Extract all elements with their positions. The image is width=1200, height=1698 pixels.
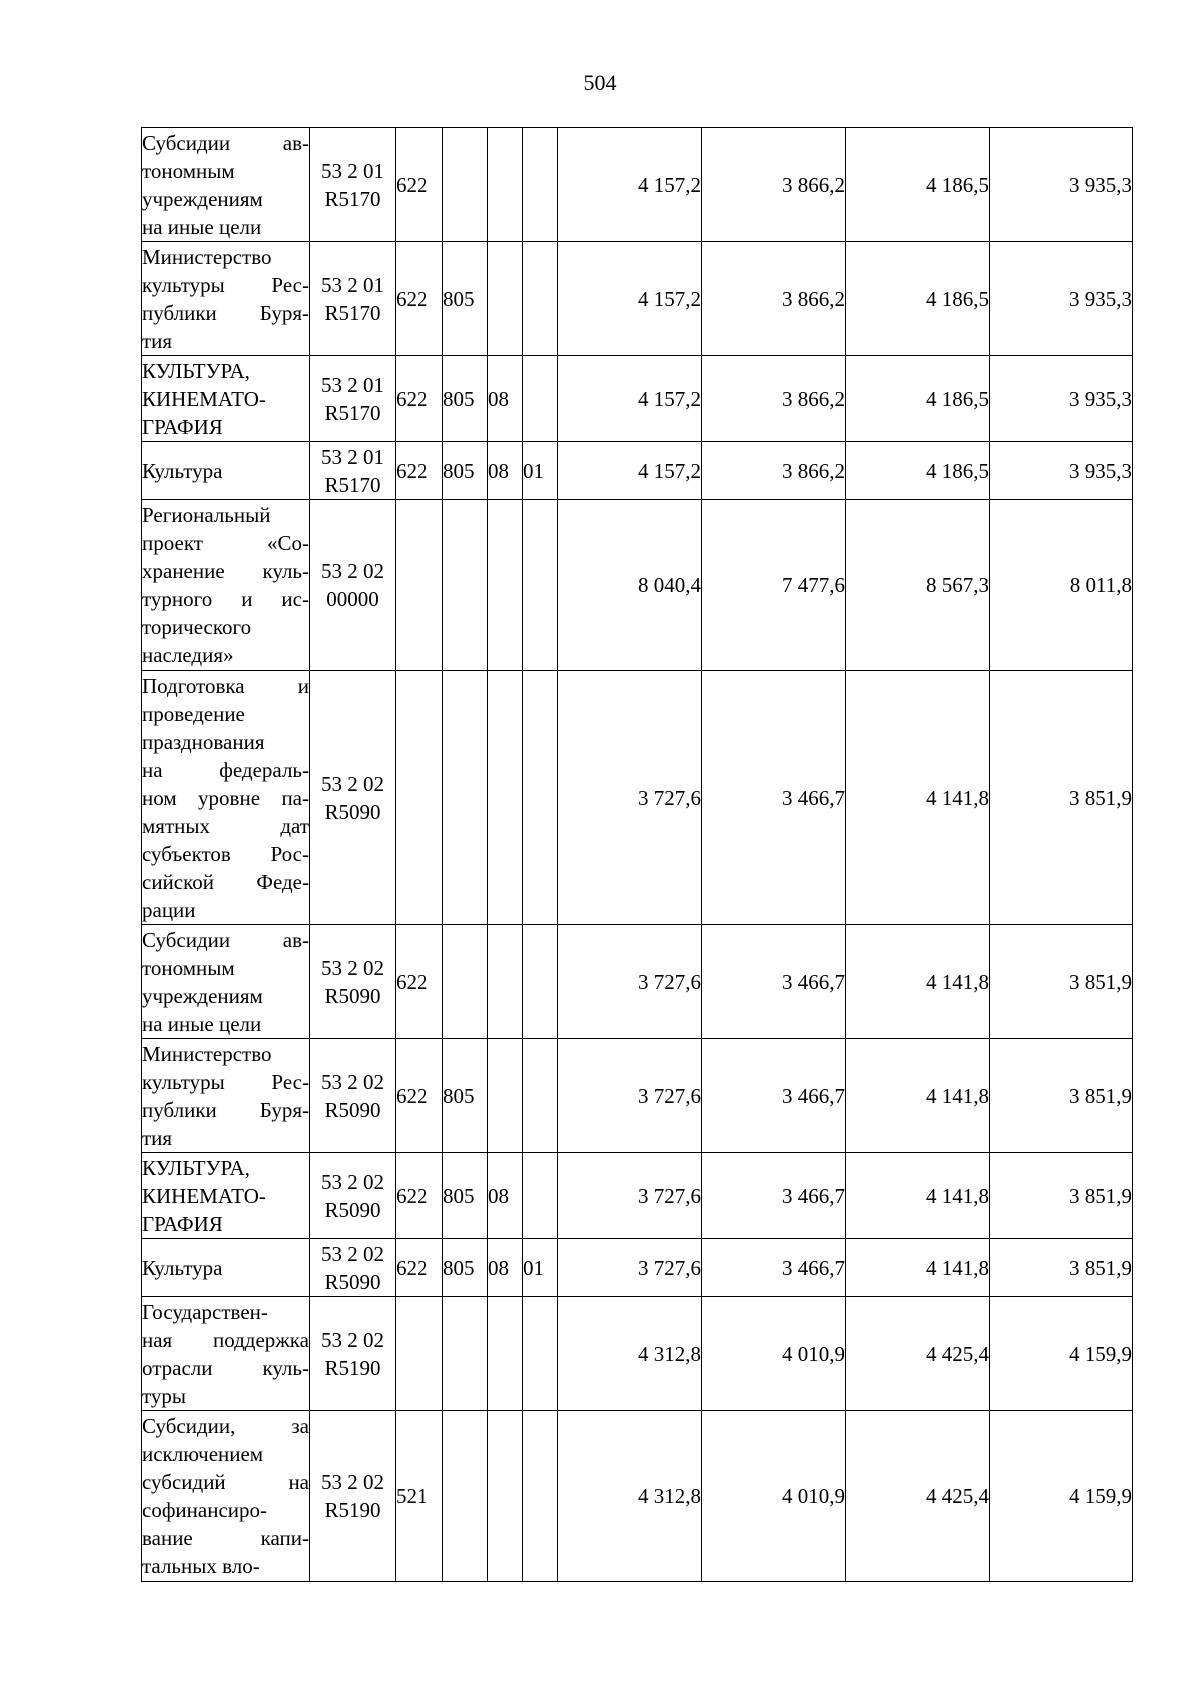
row-amount-1: 4 157,2 (558, 128, 702, 242)
row-csr-line: R5090 (324, 983, 381, 1008)
row-name-line: ГРАФИЯ (142, 1211, 223, 1236)
row-rz: 08 (488, 356, 523, 442)
row-amount-1: 4 312,8 (558, 1297, 702, 1411)
row-pr: 01 (523, 442, 558, 500)
row-name (142, 128, 310, 242)
row-pr (523, 1297, 558, 1411)
row-pr (523, 1039, 558, 1153)
row-name-line: субсидий на (142, 1470, 309, 1494)
row-name-line: Культура (142, 458, 223, 483)
row-name-line: на иные цели (142, 214, 262, 239)
row-name-line: наследия» (142, 643, 234, 667)
row-amount-2: 7 477,6 (702, 500, 846, 671)
row-grbs: 805 (443, 1153, 488, 1239)
row-amount-4: 3 935,3 (990, 128, 1133, 242)
row-name-line: учреждениям (142, 983, 263, 1008)
row-amount-3: 4 141,8 (846, 1239, 990, 1297)
row-name-line: проведение (142, 701, 245, 726)
table-row (142, 1153, 1133, 1239)
row-pr (523, 925, 558, 1039)
row-name-line: софинансиро- (142, 1498, 268, 1522)
row-grbs: 805 (443, 1039, 488, 1153)
row-csr-line: 53 2 02 (321, 1470, 384, 1494)
row-name (142, 1411, 310, 1582)
row-amount-3: 4 186,5 (846, 442, 990, 500)
row-csr (310, 1153, 396, 1239)
row-rz (488, 242, 523, 356)
row-vr: 622 (396, 925, 443, 1039)
row-rz (488, 500, 523, 671)
row-amount-4: 8 011,8 (990, 500, 1133, 671)
row-csr (310, 1239, 396, 1297)
row-name-line: проект «Со- (142, 531, 309, 555)
row-grbs: 805 (443, 356, 488, 442)
row-pr (523, 242, 558, 356)
row-amount-2: 3 466,7 (702, 1153, 846, 1239)
row-amount-1: 4 157,2 (558, 442, 702, 500)
row-csr-line: 53 2 02 (321, 1069, 384, 1094)
row-rz (488, 1297, 523, 1411)
row-name-line: на федераль- (142, 757, 309, 782)
row-pr: 01 (523, 1239, 558, 1297)
table-row (142, 500, 1133, 671)
row-vr: 622 (396, 242, 443, 356)
row-csr-line: 53 2 01 (321, 158, 384, 183)
table-row (142, 925, 1133, 1039)
row-csr-line: 53 2 02 (321, 1169, 384, 1194)
row-name-line: празднования (142, 729, 265, 754)
row-vr: 622 (396, 1239, 443, 1297)
row-amount-4: 3 851,9 (990, 1039, 1133, 1153)
row-name (142, 356, 310, 442)
row-name-line: хранение куль- (142, 559, 309, 583)
row-name (142, 1239, 310, 1297)
row-name-line: субъектов Рос- (142, 841, 309, 866)
row-name-line: культуры Рес- (142, 1069, 309, 1094)
row-amount-2: 3 866,2 (702, 242, 846, 356)
row-rz: 08 (488, 1239, 523, 1297)
row-amount-1: 3 727,6 (558, 1239, 702, 1297)
row-amount-4: 4 159,9 (990, 1411, 1133, 1582)
row-amount-4: 3 851,9 (990, 925, 1133, 1039)
row-csr-line: R5190 (324, 1498, 381, 1522)
row-csr-line: 53 2 02 (321, 1241, 384, 1266)
row-amount-1: 4 157,2 (558, 242, 702, 356)
row-amount-3: 4 141,8 (846, 1153, 990, 1239)
row-grbs (443, 1411, 488, 1582)
row-amount-1: 3 727,6 (558, 671, 702, 925)
row-csr-line: R5170 (324, 186, 381, 211)
row-csr-line: R5170 (324, 300, 381, 325)
row-csr-line: R5190 (324, 1355, 381, 1380)
row-amount-3: 4 186,5 (846, 128, 990, 242)
row-amount-2: 4 010,9 (702, 1297, 846, 1411)
row-amount-1: 8 040,4 (558, 500, 702, 671)
row-name-line: вание капи- (142, 1526, 309, 1550)
row-csr-line: 53 2 01 (321, 272, 384, 297)
budget-table (141, 127, 1133, 1582)
row-grbs (443, 128, 488, 242)
row-vr (396, 1297, 443, 1411)
row-name (142, 925, 310, 1039)
row-rz: 08 (488, 442, 523, 500)
row-rz (488, 925, 523, 1039)
row-grbs (443, 925, 488, 1039)
row-name-line: Подготовка и (142, 673, 309, 698)
row-name-line: учреждениям (142, 186, 263, 211)
row-name-line: Субсидии ав- (142, 130, 309, 155)
row-name-line: Министерство (142, 244, 272, 269)
row-csr-line: 53 2 01 (321, 444, 384, 469)
row-amount-2: 3 866,2 (702, 356, 846, 442)
row-amount-2: 3 866,2 (702, 128, 846, 242)
row-name-line: на иные цели (142, 1011, 262, 1036)
table-row (142, 442, 1133, 500)
row-pr (523, 1411, 558, 1582)
row-amount-3: 4 141,8 (846, 1039, 990, 1153)
row-rz: 08 (488, 1153, 523, 1239)
row-name-line: Министерство (142, 1041, 272, 1066)
row-name (142, 1297, 310, 1411)
row-csr (310, 925, 396, 1039)
row-name-line: публики Буря- (142, 1097, 309, 1122)
row-name-line: Культура (142, 1255, 223, 1280)
row-amount-2: 3 466,7 (702, 671, 846, 925)
row-amount-4: 3 851,9 (990, 671, 1133, 925)
row-grbs (443, 500, 488, 671)
row-amount-3: 4 186,5 (846, 242, 990, 356)
row-csr-line: 53 2 02 (321, 771, 384, 796)
row-name-line: ном уровне па- (142, 785, 309, 810)
table-row (142, 356, 1133, 442)
row-name-line: КИНЕМАТО- (142, 386, 266, 411)
row-amount-4: 3 935,3 (990, 356, 1133, 442)
row-name-line: культуры Рес- (142, 272, 309, 297)
row-csr-line: R5170 (324, 472, 381, 497)
row-amount-1: 3 727,6 (558, 1039, 702, 1153)
row-amount-1: 4 312,8 (558, 1411, 702, 1582)
row-vr (396, 500, 443, 671)
row-pr (523, 128, 558, 242)
row-name-line: отрасли куль- (142, 1355, 309, 1380)
row-vr: 622 (396, 128, 443, 242)
row-name-line: тальных вло- (142, 1554, 260, 1578)
row-rz (488, 1411, 523, 1582)
row-csr-line: 53 2 02 (321, 559, 384, 583)
table-row (142, 128, 1133, 242)
row-pr (523, 671, 558, 925)
row-vr (396, 671, 443, 925)
row-name-line: ная поддержка (142, 1327, 309, 1352)
row-vr: 622 (396, 356, 443, 442)
row-name-line: тия (142, 328, 173, 353)
row-name-line: тономным (142, 955, 235, 980)
row-csr (310, 671, 396, 925)
row-name-line: публики Буря- (142, 300, 309, 325)
row-name-line: Региональный (142, 503, 271, 527)
row-csr (310, 1411, 396, 1582)
row-name-line: исключением (142, 1442, 264, 1466)
row-csr-line: R5090 (324, 1197, 381, 1222)
row-name-line: КУЛЬТУРА, (142, 358, 250, 383)
row-amount-3: 4 425,4 (846, 1411, 990, 1582)
row-amount-2: 3 866,2 (702, 442, 846, 500)
row-name-line: Субсидии ав- (142, 927, 309, 952)
row-pr (523, 500, 558, 671)
row-rz (488, 671, 523, 925)
row-rz (488, 128, 523, 242)
page-number: 504 (583, 70, 617, 95)
table-row (142, 1297, 1133, 1411)
row-name-line: торического (142, 615, 252, 639)
row-name-line: КУЛЬТУРА, (142, 1155, 250, 1180)
row-amount-3: 4 141,8 (846, 925, 990, 1039)
row-amount-3: 4 186,5 (846, 356, 990, 442)
row-csr (310, 442, 396, 500)
row-name (142, 242, 310, 356)
row-name (142, 442, 310, 500)
row-amount-2: 4 010,9 (702, 1411, 846, 1582)
row-vr: 622 (396, 1039, 443, 1153)
row-csr (310, 1297, 396, 1411)
row-vr: 622 (396, 1153, 443, 1239)
row-grbs: 805 (443, 242, 488, 356)
row-csr-line: 53 2 02 (321, 1327, 384, 1352)
row-csr-line: R5170 (324, 400, 381, 425)
row-amount-3: 8 567,3 (846, 500, 990, 671)
row-amount-3: 4 425,4 (846, 1297, 990, 1411)
row-amount-1: 3 727,6 (558, 1153, 702, 1239)
row-name-line: турного и ис- (142, 587, 309, 611)
row-name (142, 1153, 310, 1239)
row-amount-3: 4 141,8 (846, 671, 990, 925)
row-csr-line: 53 2 02 (321, 955, 384, 980)
row-amount-4: 4 159,9 (990, 1297, 1133, 1411)
row-vr: 622 (396, 442, 443, 500)
row-pr (523, 1153, 558, 1239)
row-csr-line: 00000 (326, 587, 379, 611)
row-amount-4: 3 851,9 (990, 1239, 1133, 1297)
row-csr-line: R5090 (324, 1097, 381, 1122)
table-row (142, 1039, 1133, 1153)
row-amount-4: 3 935,3 (990, 442, 1133, 500)
table-row (142, 1239, 1133, 1297)
row-grbs (443, 1297, 488, 1411)
row-amount-2: 3 466,7 (702, 1039, 846, 1153)
row-name-line: тономным (142, 158, 235, 183)
row-csr-line: R5090 (324, 1269, 381, 1294)
row-name-line: ГРАФИЯ (142, 414, 223, 439)
row-name-line: мятных дат (142, 813, 309, 838)
row-csr (310, 242, 396, 356)
table-row (142, 242, 1133, 356)
row-grbs: 805 (443, 1239, 488, 1297)
row-name (142, 1039, 310, 1153)
row-pr (523, 356, 558, 442)
row-amount-2: 3 466,7 (702, 925, 846, 1039)
row-name-line: КИНЕМАТО- (142, 1183, 266, 1208)
row-rz (488, 1039, 523, 1153)
row-amount-4: 3 851,9 (990, 1153, 1133, 1239)
row-amount-1: 4 157,2 (558, 356, 702, 442)
row-csr (310, 128, 396, 242)
row-name-line: рации (142, 897, 196, 922)
row-name (142, 671, 310, 925)
row-csr (310, 500, 396, 671)
row-csr (310, 1039, 396, 1153)
row-name-line: Государствен- (142, 1299, 268, 1324)
row-name-line: Субсидии, за (142, 1414, 309, 1438)
table-row (142, 1411, 1133, 1582)
row-name-line: сийской Феде- (142, 869, 309, 894)
row-grbs (443, 671, 488, 925)
row-csr (310, 356, 396, 442)
row-name-line: туры (142, 1383, 187, 1408)
row-csr-line: R5090 (324, 799, 381, 824)
row-amount-1: 3 727,6 (558, 925, 702, 1039)
row-amount-4: 3 935,3 (990, 242, 1133, 356)
row-csr-line: 53 2 01 (321, 372, 384, 397)
row-amount-2: 3 466,7 (702, 1239, 846, 1297)
row-name-line: тия (142, 1125, 173, 1150)
row-name (142, 500, 310, 671)
table-row (142, 671, 1133, 925)
row-grbs: 805 (443, 442, 488, 500)
row-vr: 521 (396, 1411, 443, 1582)
